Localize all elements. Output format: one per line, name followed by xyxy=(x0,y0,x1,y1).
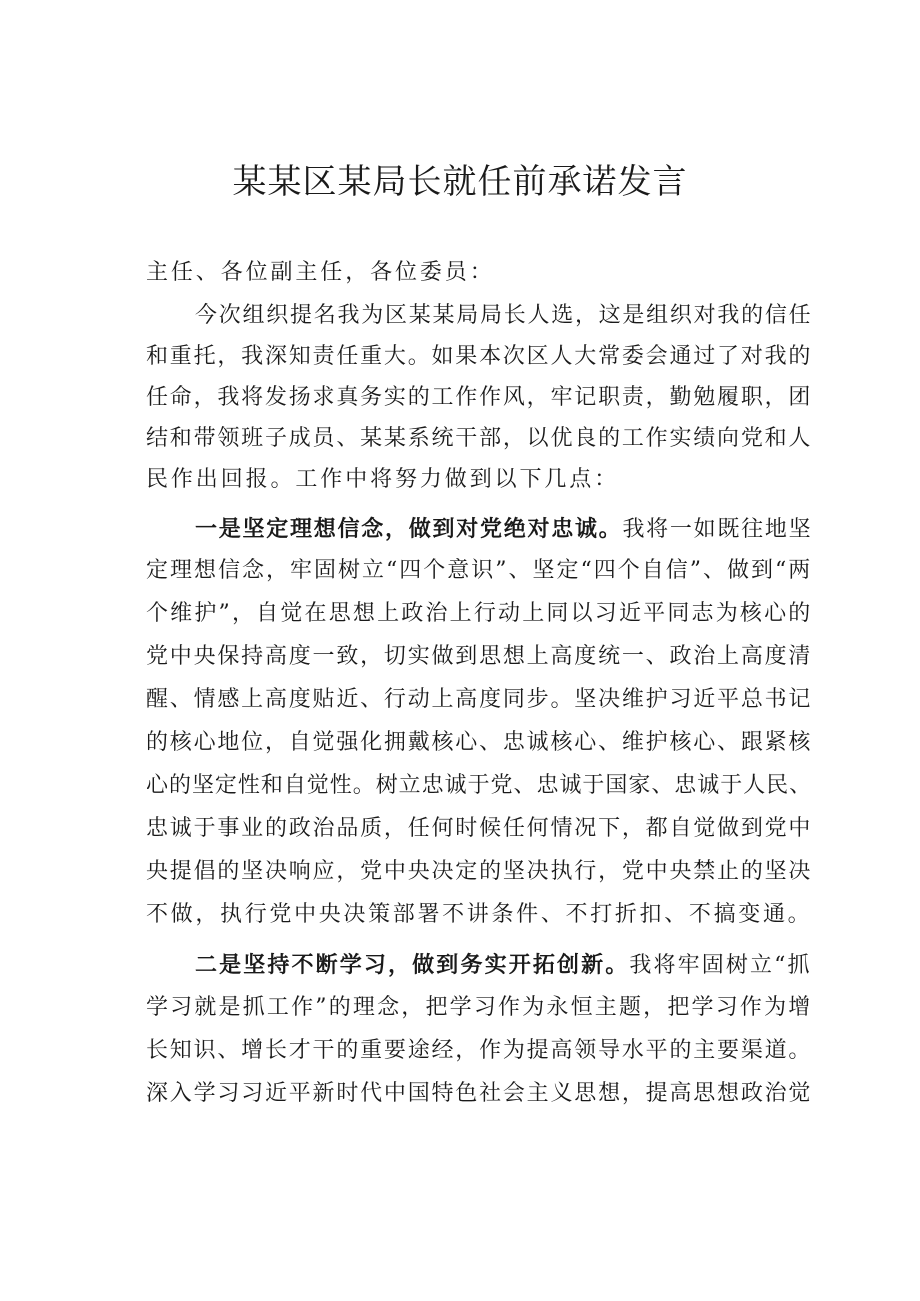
salutation: 主任、各位副主任，各位委员： xyxy=(146,260,495,285)
paragraph-line: 不做，执行党中央决策部署不讲条件、不打折扣、不搞变通。 xyxy=(146,902,813,927)
paragraph-first-line xyxy=(195,514,812,545)
paragraph-line: 央提倡的坚决响应，党中央决定的坚决执行，党中央禁止的坚决 xyxy=(146,859,813,884)
paragraph-lead: 二是坚持不断学习，做到务实开拓创新。 xyxy=(195,952,630,978)
paragraph-text: 我将牢固树立“抓 xyxy=(629,953,812,978)
paragraph-line: 长知识、增长才干的重要途经，作为提高领导水平的主要渠道。 xyxy=(146,1038,813,1063)
paragraph-line: 心的坚定性和自觉性。树立忠诚于党、忠诚于国家、忠诚于人民、 xyxy=(146,773,813,798)
paragraph-first-line xyxy=(195,950,812,981)
document-title: 某某区某局长就任前承诺发言 xyxy=(232,162,688,202)
paragraph-lead: 一是坚定理想信念，做到对党绝对忠诚。 xyxy=(195,516,623,542)
paragraph-line: 学习就是抓工作”的理念，把学习作为永恒主题，把学习作为增 xyxy=(146,995,813,1020)
paragraph-line: 醒、情感上高度贴近、行动上高度同步。坚决维护习近平总书记 xyxy=(146,687,813,712)
paragraph-line: 今次组织提名我为区某某局局长人选，这是组织对我的信任 xyxy=(195,303,813,328)
paragraph-line: 民作出回报。工作中将努力做到以下几点： xyxy=(146,467,620,492)
paragraph-line: 党中央保持高度一致，切实做到思想上高度统一、政治上高度清 xyxy=(146,644,813,669)
paragraph-line: 任命，我将发扬求真务实的工作作风，牢记职责，勤勉履职，团 xyxy=(146,385,813,410)
paragraph-text: 我将一如既往地坚 xyxy=(622,517,813,542)
paragraph-line: 个维护”，自觉在思想上政治上行动上同以习近平同志为核心的 xyxy=(146,601,813,626)
paragraph-line: 忠诚于事业的政治品质，任何时候任何情况下，都自觉做到党中 xyxy=(146,816,813,841)
paragraph-line: 和重托，我深知责任重大。如果本次区人大常委会通过了对我的 xyxy=(146,344,813,369)
paragraph-line: 的核心地位，自觉强化拥戴核心、忠诚核心、维护核心、跟紧核 xyxy=(146,730,813,755)
paragraph-line: 结和带领班子成员、某某系统干部，以优良的工作实绩向党和人 xyxy=(146,426,813,451)
paragraph-line: 定理想信念，牢固树立“四个意识”、坚定“四个自信”、做到“两 xyxy=(146,558,813,583)
paragraph-line: 深入学习习近平新时代中国特色社会主义思想，提高思想政治觉 xyxy=(146,1081,813,1106)
